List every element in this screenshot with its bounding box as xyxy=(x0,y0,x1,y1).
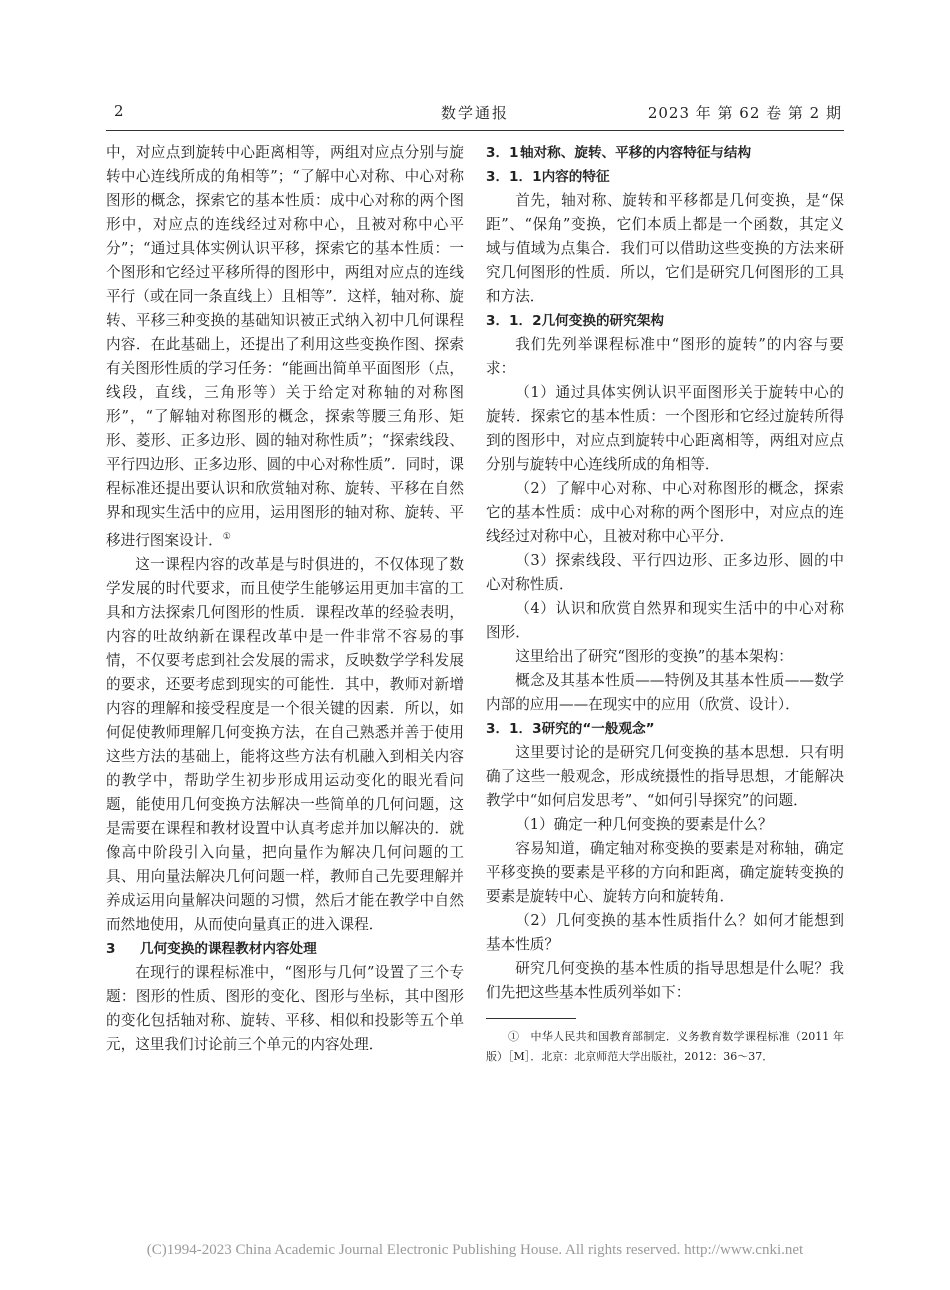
section-heading-3-1-2: 3．1．2几何变换的研究架构 xyxy=(486,313,664,329)
footnote-marker[interactable]: ① xyxy=(222,532,231,542)
paragraph: 中，对应点到旋转中心距离相等，两组对应点分别与旋转中心连线所成的角相等”；“了解中心对称、中心对称图形的概念，探索它的基本性质：成中心对称的两个图形中，对应点的连线经过对称中心，且被对称中心平分”；“通过具体实例认识平移，探索它的基本性质：一个图形和它经过平移所得的图形中，两组对应点的连线平行（或在同一条直线上）且相等”．这样，轴对称、旋转、平移三种变换的基础知识被正式纳入初中几何课程内容．在此基础上，还提出了利用这些变换作图、探索有关图形性质的学习任务：“能画出简单平面图形（点，线段，直线，三角形等）关于给定对称轴的对称图形”，“了解轴对称图形的概念，探索等腰三角形、矩形、菱形、正多边形、圆的轴对称性质”；“探索线段、平行四边形、正多边形、圆的中心对称性质”．同时，课程标准还提出要认识和欣赏轴对称、旋转、平移在自然界和现实生活中的应用，运用图形的轴对称、旋转、平移进行图案设计．① xyxy=(106,144,464,549)
list-item: （4）认识和欣赏自然界和现实生活中的中心对称图形． xyxy=(486,600,844,641)
paragraph: 首先，轴对称、旋转和平移都是几何变换，是“保距”、“保角”变换，它们本质上都是一个函数，其定义域与值域为点集合．我们可以借助这些变换的方法来研究几何图形的性质．所以，它们是研究几何图形的工具和方法． xyxy=(486,192,844,305)
left-column xyxy=(106,141,464,1057)
copyright-notice: (C)1994-2023 China Academic Journal Electronic Publishing House. All rights reserved. http://www.cnki.net xyxy=(146,1242,804,1258)
paragraph: 研究几何变换的基本性质的指导思想是什么呢？我们先把这些基本性质列举如下： xyxy=(486,960,844,1001)
page-number: 2 xyxy=(114,102,124,120)
question: （2）几何变换的基本性质指什么？如何才能想到基本性质？ xyxy=(486,912,844,953)
list-item: （2）了解中心对称、中心对称图形的概念，探索它的基本性质：成中心对称的两个图形中，对应点的连线经过对称中心，且被对称中心平分． xyxy=(486,480,844,545)
right-column xyxy=(486,141,844,1067)
paragraph: 概念及其基本性质——特例及其基本性质——数学内部的应用——在现实中的应用（欣赏、设计）． xyxy=(486,672,844,713)
question: （1）确定一种几何变换的要素是什么？ xyxy=(515,816,773,833)
footnote-rule xyxy=(486,1018,576,1019)
section-heading-3-1-1: 3．1．1内容的特征 xyxy=(486,169,610,185)
header-rule xyxy=(106,130,844,131)
paragraph: 这一课程内容的改革是与时俱进的，不仅体现了数学发展的时代要求，而且使学生能够运用更加丰富的工具和方法探索几何图形的性质．课程改革的经验表明，内容的吐故纳新在课程改革中是一件非常不容易的事情，不仅要考虑到社会发展的需求，反映数学学科发展的要求，还要考虑到现实的可能性．其中，教师对新增内容的理解和接受程度是一个很关键的因素．所以，如何促使教师理解几何变换方法，在自己熟悉并善于使用这些方法的基础上，能将这些方法有机融入到相关内容的教学中，帮助学生初步形成用运动变化的眼光看问题，能使用几何变换方法解决一些简单的几何问题，这是需要在课程和教材设置中认真考虑并加以解决的．就像高中阶段引入向量，把向量作为解决几何问题的工具、用向量法解决几何问题一样，教师自己先要理解并养成运用向量解决问题的习惯，然后才能在教学中自然而然地使用，从而使向量真正的进入课程． xyxy=(106,555,464,933)
paragraph: 容易知道，确定轴对称变换的要素是对称轴，确定平移变换的要素是平移的方向和距离，确定旋转变换的要素是旋转中心、旋转方向和旋转角． xyxy=(486,840,844,905)
issue-info: 2023 年 第 62 卷 第 2 期 xyxy=(647,104,842,122)
section-heading-3-1: 3．1轴对称、旋转、平移的内容特征与结构 xyxy=(486,145,752,161)
journal-title: 数学通报 xyxy=(440,104,509,122)
footnote: ① 中华人民共和国教育部制定．义务教育数学课程标准（2011 年版）［M］．北京：北京师范大学出版社，2012：36～37． xyxy=(486,1030,844,1063)
list-item: （3）探索线段、平行四边形、正多边形、圆的中心对称性质． xyxy=(486,552,844,593)
section-heading-3: 3 几何变换的课程教材内容处理 xyxy=(106,940,317,957)
running-header xyxy=(106,96,844,130)
paragraph: 在现行的课程标准中，“图形与几何”设置了三个专题：图形的性质、图形的变化、图形与坐标，其中图形的变化包括轴对称、旋转、平移、相似和投影等五个单元，这里我们讨论前三个单元的内容处理． xyxy=(106,963,464,1053)
paragraph: 我们先列举课程标准中“图形的旋转”的内容与要求： xyxy=(486,336,844,377)
section-heading-3-1-3: 3．1．3研究的“一般观念” xyxy=(486,721,655,737)
paragraph: 这里要讨论的是研究几何变换的基本思想．只有明确了这些一般观念，形成统摄性的指导思想，才能解决教学中“如何启发思考”、“如何引导探究”的问题． xyxy=(486,744,844,809)
paragraph: 这里给出了研究“图形的变换”的基本架构： xyxy=(515,648,793,665)
list-item: （1）通过具体实例认识平面图形关于旋转中心的旋转．探索它的基本性质：一个图形和它经过旋转所得到的图形中，对应点到旋转中心距离相等，两组对应点分别与旋转中心连线所成的角相等． xyxy=(486,384,844,473)
